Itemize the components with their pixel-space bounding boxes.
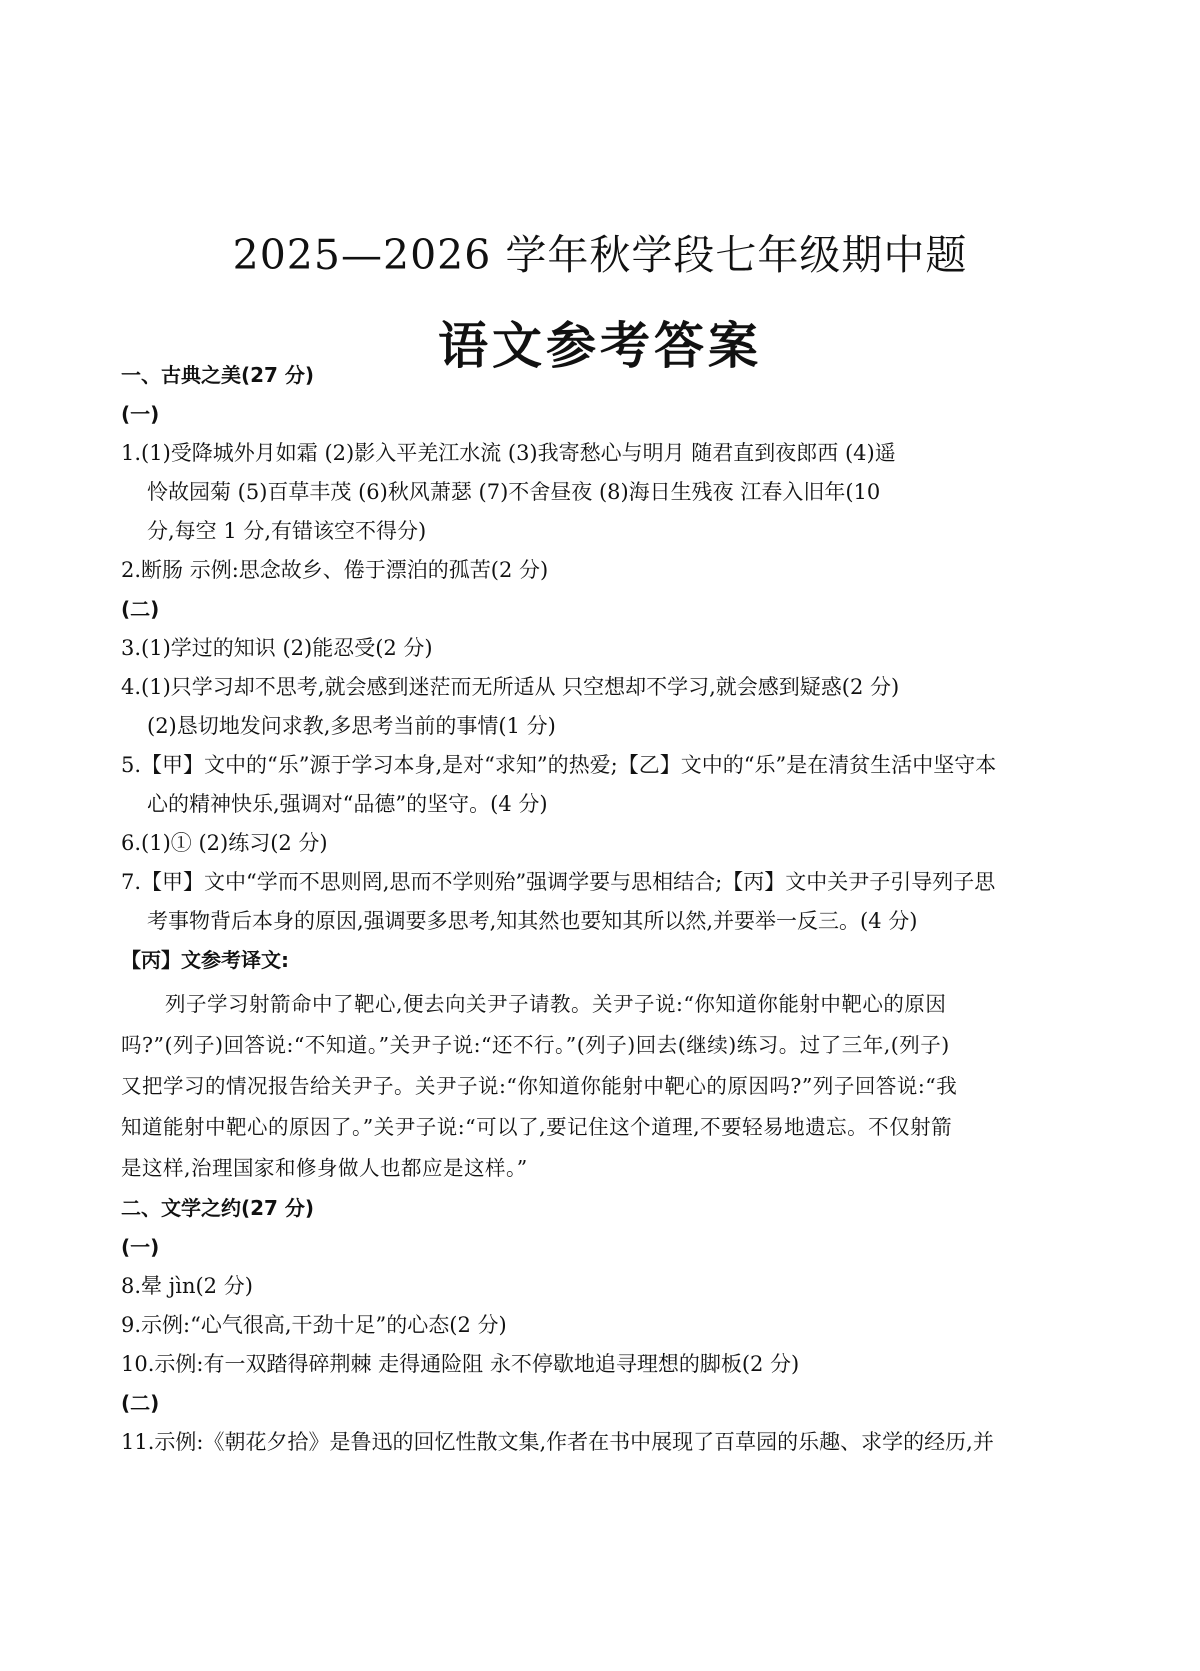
answer-line: 5.【甲】文中的“乐”源于学习本身,是对“求知”的热爱;【乙】文中的“乐”是在清贫生活中坚守本 — [121, 753, 997, 777]
exam-title: 2025—2026 学年秋学段七年级期中题 — [232, 231, 968, 279]
answer-line: 怜故园菊 (5)百草丰茂 (6)秋风萧瑟 (7)不舍昼夜 (8)海日生残夜 江春入旧年(10 — [147, 480, 881, 504]
answer-line: 分,每空 1 分,有错该空不得分) — [147, 519, 427, 543]
answer-line: 4.(1)只学习却不思考,就会感到迷茫而无所适从 只空想却不学习,就会感到疑惑(2 分) — [121, 675, 900, 699]
section-heading-literature: 二、文学之约(27 分) — [121, 1196, 315, 1220]
answer-line: 11.示例:《朝花夕拾》是鲁迅的回忆性散文集,作者在书中展现了百草园的乐趣、求学的经历,并 — [121, 1430, 994, 1454]
part-heading: (一) — [121, 402, 160, 426]
part-heading: (二) — [121, 1391, 160, 1415]
answer-line: 9.示例:“心气很高,干劲十足”的心态(2 分) — [121, 1313, 507, 1337]
translation-line: 是这样,治理国家和修身做人也都应是这样。” — [121, 1156, 528, 1180]
answer-line: 考事物背后本身的原因,强调要多思考,知其然也要知其所以然,并要举一反三。(4 分) — [147, 909, 918, 933]
answer-line: 7.【甲】文中“学而不思则罔,思而不学则殆”强调学要与思相结合;【丙】文中关尹子引导列子思 — [121, 870, 996, 894]
document-subtitle: 语文参考答案 — [438, 316, 762, 375]
answer-line: 2.断肠 示例:思念故乡、倦于漂泊的孤苦(2 分) — [121, 558, 549, 582]
answer-line: 心的精神快乐,强调对“品德”的坚守。(4 分) — [147, 792, 548, 816]
answer-line: 1.(1)受降城外月如霜 (2)影入平羌江水流 (3)我寄愁心与明月 随君直到夜郎西 (4)遥 — [121, 441, 896, 465]
translation-line: 吗?”(列子)回答说:“不知道。”关尹子说:“还不行。”(列子)回去(继续)练习。过了三年,(列子) — [121, 1033, 950, 1057]
answer-line: 8.晕 jìn(2 分) — [121, 1274, 253, 1298]
translation-line: 知道能射中靶心的原因了。”关尹子说:“可以了,要记住这个道理,不要轻易地遗忘。不仅射箭 — [121, 1115, 953, 1139]
answer-line: 3.(1)学过的知识 (2)能忍受(2 分) — [121, 636, 433, 660]
answer-line: 6.(1)① (2)练习(2 分) — [121, 831, 328, 855]
answer-line: 10.示例:有一双踏得碎荆棘 走得通险阻 永不停歇地追寻理想的脚板(2 分) — [121, 1352, 800, 1376]
answer-content — [121, 356, 1081, 1462]
section-heading-classical: 一、古典之美(27 分) — [121, 363, 315, 387]
answer-line: (2)恳切地发问求教,多思考当前的事情(1 分) — [147, 714, 556, 738]
translation-line: 又把学习的情况报告给关尹子。关尹子说:“你知道你能射中靶心的原因吗?”列子回答说:“我 — [121, 1074, 958, 1098]
part-heading: (二) — [121, 597, 160, 621]
part-heading: (一) — [121, 1235, 160, 1259]
translation-line: 列子学习射箭命中了靶心,便去向关尹子请教。关尹子说:“你知道你能射中靶心的原因 — [165, 992, 947, 1016]
translation-heading: 【丙】文参考译文: — [121, 948, 289, 972]
